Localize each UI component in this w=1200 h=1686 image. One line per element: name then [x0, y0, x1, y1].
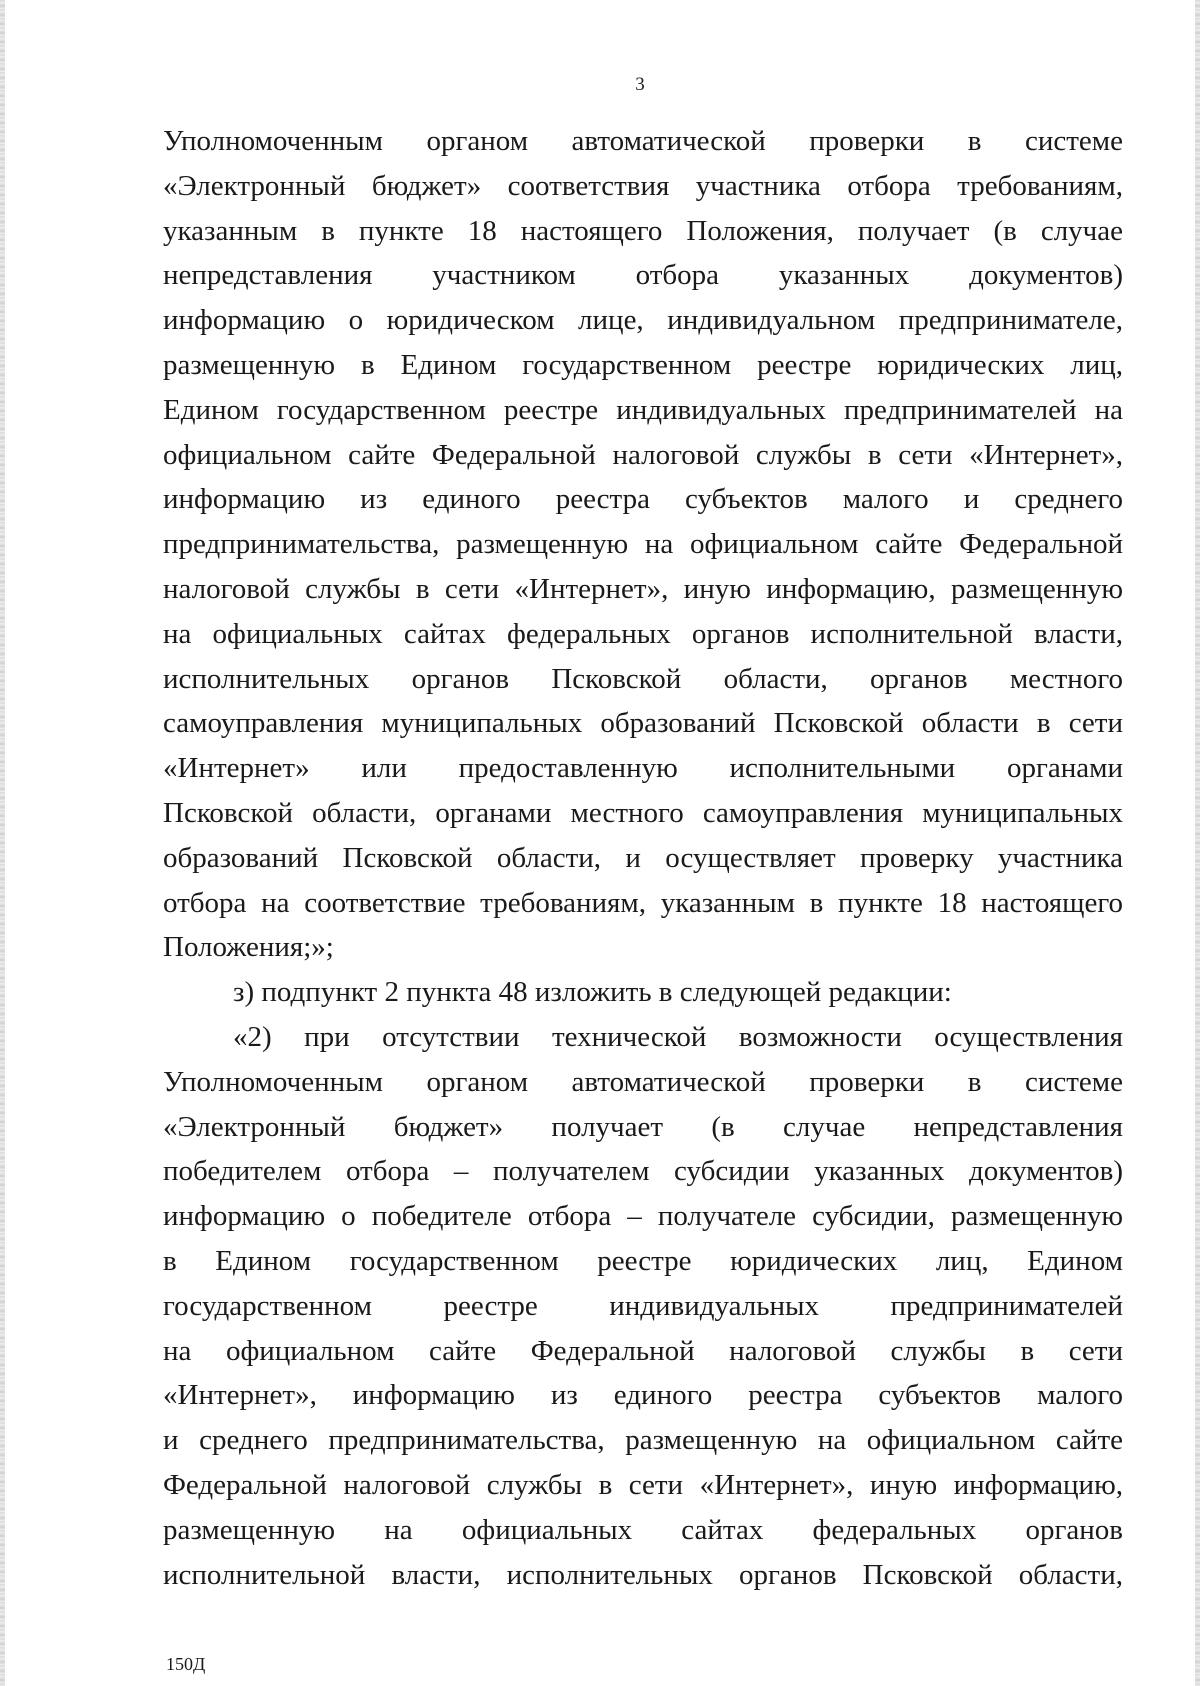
text-line: информацию из единого реестра субъектов малого и среднего: [163, 483, 1123, 516]
text-line: в Едином государственном реестре юридических лиц, Едином: [163, 1244, 1123, 1277]
text-line: з) подпункт 2 пункта 48 изложить в следующей редакции:: [233, 976, 952, 1009]
scan-edge-right: [1195, 0, 1200, 1686]
document-body: [163, 119, 1123, 1597]
text-line: государственном реестре индивидуальных предпринимателей: [163, 1289, 1123, 1322]
page-number: 3: [635, 74, 645, 95]
scan-edge-left: [0, 0, 5, 1686]
text-line: информацию о победителе отбора – получателе субсидии, размещенную: [163, 1200, 1123, 1233]
text-line: размещенную в Едином государственном реестре юридических лиц,: [163, 348, 1123, 381]
text-line: официальном сайте Федеральной налоговой службы в сети «Интернет»,: [163, 438, 1123, 471]
text-line: победителем отбора – получателем субсидии указанных документов): [163, 1155, 1123, 1188]
text-line: самоуправления муниципальных образований Псковской области в сети: [163, 707, 1123, 740]
text-line: исполнительных органов Псковской области, органов местного: [163, 662, 1123, 695]
text-line: информацию о юридическом лице, индивидуальном предпринимателе,: [163, 304, 1123, 337]
text-line: «2) при отсутствии технической возможности осуществления: [233, 1020, 1123, 1053]
text-line: Уполномоченным органом автоматической проверки в системе: [163, 1065, 1123, 1098]
text-line: «Интернет» или предоставленную исполнительными органами: [163, 752, 1123, 785]
text-line: на официальных сайтах федеральных органов исполнительной власти,: [163, 617, 1123, 650]
text-line: Положения;»;: [163, 931, 334, 964]
text-line: размещенную на официальных сайтах федеральных органов: [163, 1513, 1123, 1546]
text-line: «Интернет», информацию из единого реестра субъектов малого: [163, 1379, 1123, 1412]
text-line: Федеральной налоговой службы в сети «Интернет», иную информацию,: [163, 1468, 1123, 1501]
text-line: предпринимательства, размещенную на официальном сайте Федеральной: [163, 528, 1123, 561]
text-line: отбора на соответствие требованиям, указанным в пункте 18 настоящего: [163, 886, 1123, 919]
text-line: непредставления участником отбора указанных документов): [163, 259, 1123, 292]
footer-document-code: 150Д: [166, 1654, 206, 1674]
text-line: налоговой службы в сети «Интернет», иную информацию, размещенную: [163, 572, 1123, 605]
text-line: образований Псковской области, и осуществляет проверку участника: [163, 841, 1123, 874]
text-line: «Электронный бюджет» соответствия участника отбора требованиям,: [163, 169, 1123, 202]
text-line: Едином государственном реестре индивидуальных предпринимателей на: [163, 393, 1123, 426]
text-line: указанным в пункте 18 настоящего Положения, получает (в случае: [163, 214, 1123, 247]
text-line: Псковской области, органами местного самоуправления муниципальных: [163, 796, 1123, 829]
text-line: и среднего предпринимательства, размещенную на официальном сайте: [163, 1424, 1123, 1457]
text-line: Уполномоченным органом автоматической проверки в системе: [163, 125, 1123, 157]
text-line: «Электронный бюджет» получает (в случае непредставления: [163, 1110, 1123, 1143]
text-line: на официальном сайте Федеральной налоговой службы в сети: [163, 1334, 1123, 1367]
text-line: исполнительной власти, исполнительных органов Псковской области,: [163, 1558, 1123, 1591]
